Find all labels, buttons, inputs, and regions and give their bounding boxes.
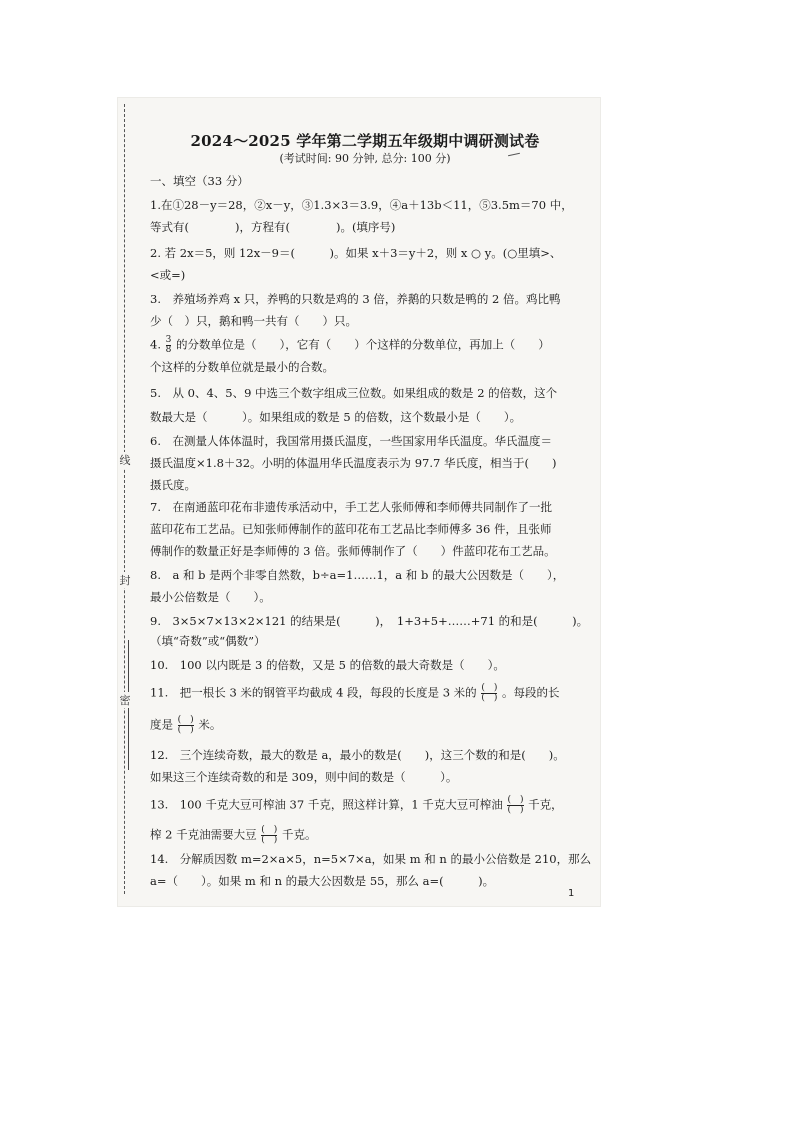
page-number: 1 [568,888,575,899]
question-line: 少（ ）只，鹅和鸭一共有（ ）只。 [150,314,357,328]
question-line-11 [150,684,560,703]
question-line: 2. 若 2x＝5，则 12x－9＝( )。如果 x＋3＝y＋2，则 x ○ y。(○里填>、 [150,246,562,260]
question-text: 度是 [150,717,173,732]
question-line: 1.在①28－y＝28，②x－y，③1.3×3＝3.9，④a＋13b＜11，⑤3.5m＝70 中， [150,198,573,212]
question-line: 6. 在测量人体体温时，我国常用摄氏温度，一些国家用华氏温度。华氏温度＝ [150,434,552,448]
question-text: 榨 2 千克油需要大豆 [150,827,257,842]
frac-denominator: ( ) [507,805,524,815]
question-number: 4. [150,337,161,352]
frac-numerator: ( ) [507,795,524,805]
blank-fraction [481,684,497,703]
fraction-3-8 [166,336,172,355]
frac-denominator: ( ) [177,725,194,735]
binding-char-mi: 密 [119,694,131,707]
question-line [150,716,221,735]
question-line: 7. 在南通蓝印花布非遗传承活动中，手工艺人张师傅和李师傅共同制作了一批 [150,500,552,514]
question-text: 13. 100 千克大豆可榨油 37 千克，照这样计算，1 千克大豆可榨油 [150,797,503,812]
question-line: 摄氏温度×1.8＋32。小明的体温用华氏温度表示为 97.7 华氏度，相当于( ) [150,456,557,470]
frac-denominator: ( ) [481,693,498,703]
exam-info: (考试时间: 90 分钟, 总分: 100 分) [279,152,451,165]
blank-fraction [261,826,277,845]
question-line: 3. 养殖场养鸡 x 只，养鸭的只数是鸡的 3 倍，养鹅的只数是鸭的 2 倍。鸡比鸭 [150,292,561,306]
question-line: 蓝印花布工艺品。已知张师傅制作的蓝印花布工艺品比李师傅多 36 件，且张师 [150,522,552,536]
frac-denominator: 8 [165,345,172,355]
question-line: 如果这三个连续奇数的和是 309，则中间的数是（ ）。 [150,770,458,784]
question-line: <或=) [150,268,186,282]
question-text: 千克。 [281,827,317,842]
blank-fraction [178,716,194,735]
question-line-4 [150,336,550,355]
question-line: 10. 100 以内既是 3 的倍数，又是 5 的倍数的最大奇数是（ ）。 [150,658,505,672]
question-text: 。每段的长 [502,685,560,700]
frac-numerator: ( ) [177,715,194,725]
question-line: 8. a 和 b 是两个非零自然数，b÷a=1……1，a 和 b 的最大公因数是（ ）， [150,568,565,582]
binding-char-xian: 线 [119,454,131,467]
question-line: （填“奇数”或“偶数”） [150,634,266,648]
frac-denominator: ( ) [261,835,278,845]
question-text: 11. 把一根长 3 米的钢管平均截成 4 段，每段的长度是 3 米的 [150,685,477,700]
frac-numerator: ( ) [261,825,278,835]
binding-line [124,104,125,894]
question-line: 傅制作的数量正好是李师傅的 3 倍。张师傅制作了（ ）件蓝印花布工艺品。 [150,544,556,558]
frac-numerator: ( ) [481,683,498,693]
question-line-13 [150,796,563,815]
question-line: 14. 分解质因数 m=2×a×5，n=5×7×a，如果 m 和 n 的最小公倍数是 210，那么 [150,852,592,866]
question-line: 数最大是（ ）。如果组成的数是 5 的倍数，这个数最小是（ ）。 [150,410,522,424]
question-line: 5. 从 0、4、5、9 中选三个数字组成三位数。如果组成的数是 2 的倍数，这个 [150,386,558,400]
question-text: 的分数单位是（ ），它有（ ）个这样的分数单位，再加上（ ） [176,337,550,352]
frac-numerator: 3 [165,335,172,345]
question-text: 米。 [198,717,222,732]
question-line: 9. 3×5×7×13×2×121 的结果是( )， 1+3+5+……+71 的和是( )。 [150,614,589,628]
question-line: 最小公倍数是（ ）。 [150,590,271,604]
binding-char-feng: 封 [119,574,131,587]
question-text: 千克， [528,797,563,812]
blank-fraction [507,796,523,815]
section-heading: 一、填空（33 分） [150,174,249,188]
question-line: a=（ ）。如果 m 和 n 的最大公因数是 55，那么 a=( )。 [150,874,495,888]
question-line: 等式有( )，方程有( )。(填序号) [150,220,396,234]
question-line [150,826,316,845]
question-line: 摄氏度。 [150,478,196,492]
question-line: 12. 三个连续奇数，最大的数是 a，最小的数是( )，这三个数的和是( )。 [150,748,565,762]
question-line: 个这样的分数单位就是最小的合数。 [150,360,334,374]
page-title: 2024～2025 学年第二学期五年级期中调研测试卷 [190,132,540,150]
